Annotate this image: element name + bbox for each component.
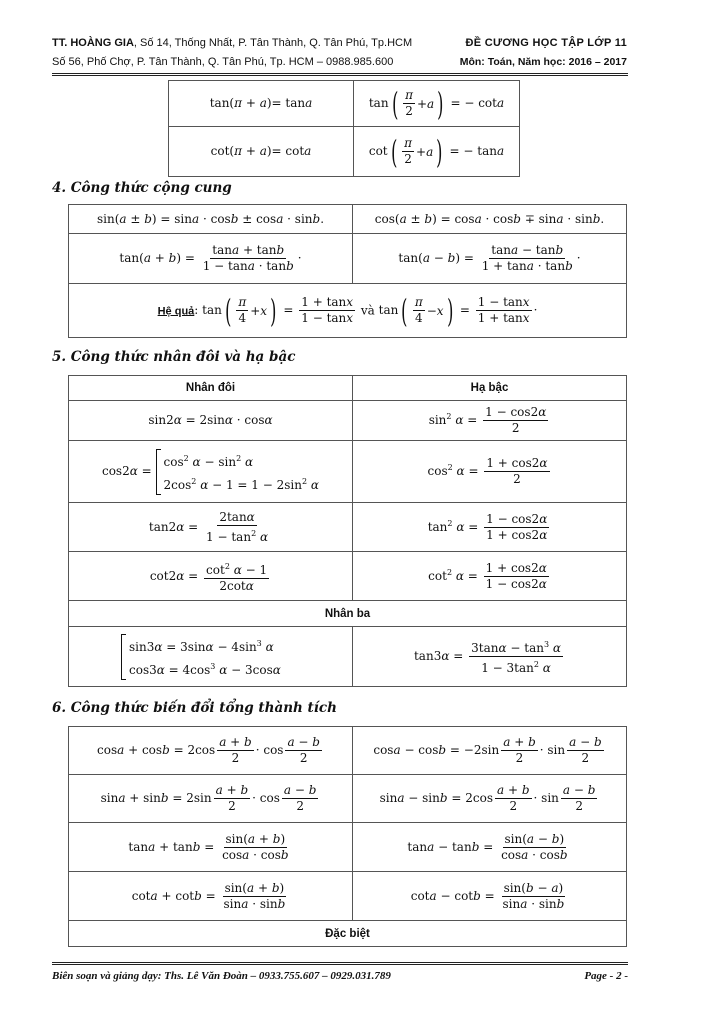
- formula-cell: cot(π + a)= cota: [169, 127, 354, 177]
- formula-cell: $\sin^2 \alpha$ = $\frac{1 - \cos 2\alpha}{2}$: [353, 401, 627, 441]
- corollary-cell: Hệ quả: tan ( π 4 + x ) = $\frac{1 + \tan x}{1 - \tan x}$ và tan ( π 4 − x ) = $\frac{1 - \tan x}{1 + \tan x}$ ·: [69, 284, 627, 338]
- document-title: ĐỀ CƯƠNG HỌC TẬP LỚP 11: [465, 37, 627, 49]
- formula-cell: tan(π + a)= tana: [169, 81, 354, 127]
- col-header-ha-bac: Hạ bậc: [353, 376, 627, 401]
- footer: [52, 970, 628, 982]
- formula-cell: tan(a + b) = $\frac{\tan a + \tan b}{1 - \tan a \cdot \tan b}$ ·: [69, 234, 353, 284]
- he-qua-label: Hệ quả: [157, 305, 195, 317]
- formula-cell: sin2α = 2sinα · cosα: [69, 401, 353, 441]
- formula-cell: cota + cotb = $\frac{\sin(a + b)}{\sin a \cdot \sin b}$: [69, 872, 353, 921]
- formula-cell: sin(a ± b) = sina · cosb ± cosa · sinb.: [69, 205, 353, 234]
- formula-cell: tan ( π 2 + a ) = − cota: [354, 81, 520, 127]
- formula-cell: cota − cotb = $\frac{\sin(b - a)}{\sin a \cdot \sin b}$: [353, 872, 627, 921]
- footer-author: Biên soạn và giảng dạy: Ths. Lê Văn Đoàn – 0933.755.607 – 0929.031.789: [52, 970, 391, 982]
- table-sum-to-product: [68, 726, 627, 947]
- section-6-title: 6. Công thức biến đổi tổng thành tích: [52, 700, 337, 716]
- formula-cell: tan3α = $\frac{3\tan\alpha - \tan^3 \alpha}{1 - 3\tan^2 \alpha}$: [353, 627, 627, 687]
- formula-cell: $\tan^2 \alpha$ = $\frac{1 - \cos 2\alpha}{1 + \cos 2\alpha}$: [353, 503, 627, 552]
- footer-rule-2: [52, 964, 628, 965]
- nhan-ba-header: Nhân ba: [69, 601, 627, 627]
- formula-cell: sina − sinb = 2cos $\frac{a + b}{2}$ · sin $\frac{a - b}{2}$: [353, 775, 627, 823]
- header-right: [460, 34, 627, 72]
- formula-cell: tan(a − b) = $\frac{\tan a - \tan b}{1 + \tan a \cdot \tan b}$ ·: [353, 234, 627, 284]
- footer-rule: [52, 962, 628, 963]
- formula-cell: cosa + cosb = 2cos $\frac{a + b}{2}$ · cos $\frac{a - b}{2}$: [69, 727, 353, 775]
- formula-cell: cos2α = $\cos^2 \alpha - \sin^2 \alpha$ $2\cos^2$ $\alpha - 1 = 1 - 2\sin^2$ α: [69, 441, 353, 503]
- formula-cell: sina + sinb = 2sin $\frac{a + b}{2}$ · cos $\frac{a - b}{2}$: [69, 775, 353, 823]
- formula-cell: tana − tanb = $\frac{\sin(a - b)}{\cos a \cdot \cos b}$: [353, 823, 627, 872]
- formula-cell: $\cos^2 \alpha$ = $\frac{1 + \cos 2\alpha}{2}$: [353, 441, 627, 503]
- section-4-title: 4. Công thức cộng cung: [52, 180, 232, 196]
- formula-cell: $\cot^2 \alpha$ = $\frac{1 + \cos 2\alpha}{1 - \cos 2\alpha}$: [353, 552, 627, 601]
- table-addition-formulas: [68, 204, 627, 338]
- header-left: [52, 34, 412, 72]
- col-header-nhan-doi: Nhân đôi: [69, 376, 353, 401]
- header-rule-2: [52, 75, 628, 76]
- center-address-2: Số 56, Phố Chợ, P. Tân Thành, Q. Tân Phú, Tp. HCM – 0988.985.600: [52, 56, 394, 68]
- va-word: và: [360, 303, 375, 317]
- table-pi-identities: [168, 80, 520, 177]
- formula-cell: tana + tanb = $\frac{\sin(a + b)}{\cos a \cdot \cos b}$: [69, 823, 353, 872]
- header-rule: [52, 73, 628, 74]
- formula-cell: $\sin 3\alpha = 3\sin\alpha - 4\sin^3$ α $\cos 3\alpha = 4\cos^3$ α − 3cosα: [69, 627, 353, 687]
- center-name: TT. HOÀNG GIA: [52, 37, 134, 49]
- section-5-title: 5. Công thức nhân đôi và hạ bậc: [52, 349, 296, 365]
- formula-cell: cos(a ± b) = cosa · cosb ∓ sina · sinb.: [353, 205, 627, 234]
- table-double-angle: [68, 375, 627, 687]
- formula-cell: tan2α = $\frac{2\tan\alpha}{1 - \tan^2 \alpha}$: [69, 503, 353, 552]
- document-subtitle: Môn: Toán, Năm học: 2016 – 2017: [459, 56, 627, 68]
- dac-biet-header: Đặc biệt: [69, 921, 627, 947]
- formula-cell: cot ( π 2 + a ) = − tana: [354, 127, 520, 177]
- formula-cell: cosa − cosb = −2sin $\frac{a + b}{2}$ · sin $\frac{a - b}{2}$: [353, 727, 627, 775]
- page-number: Page - 2 -: [584, 970, 628, 982]
- formula-cell: cot2α = $\frac{\cot^2 \alpha - 1}{2\cot\alpha}$: [69, 552, 353, 601]
- center-address-1: , Số 14, Thống Nhất, P. Tân Thành, Q. Tân Phú, Tp.HCM: [133, 37, 413, 49]
